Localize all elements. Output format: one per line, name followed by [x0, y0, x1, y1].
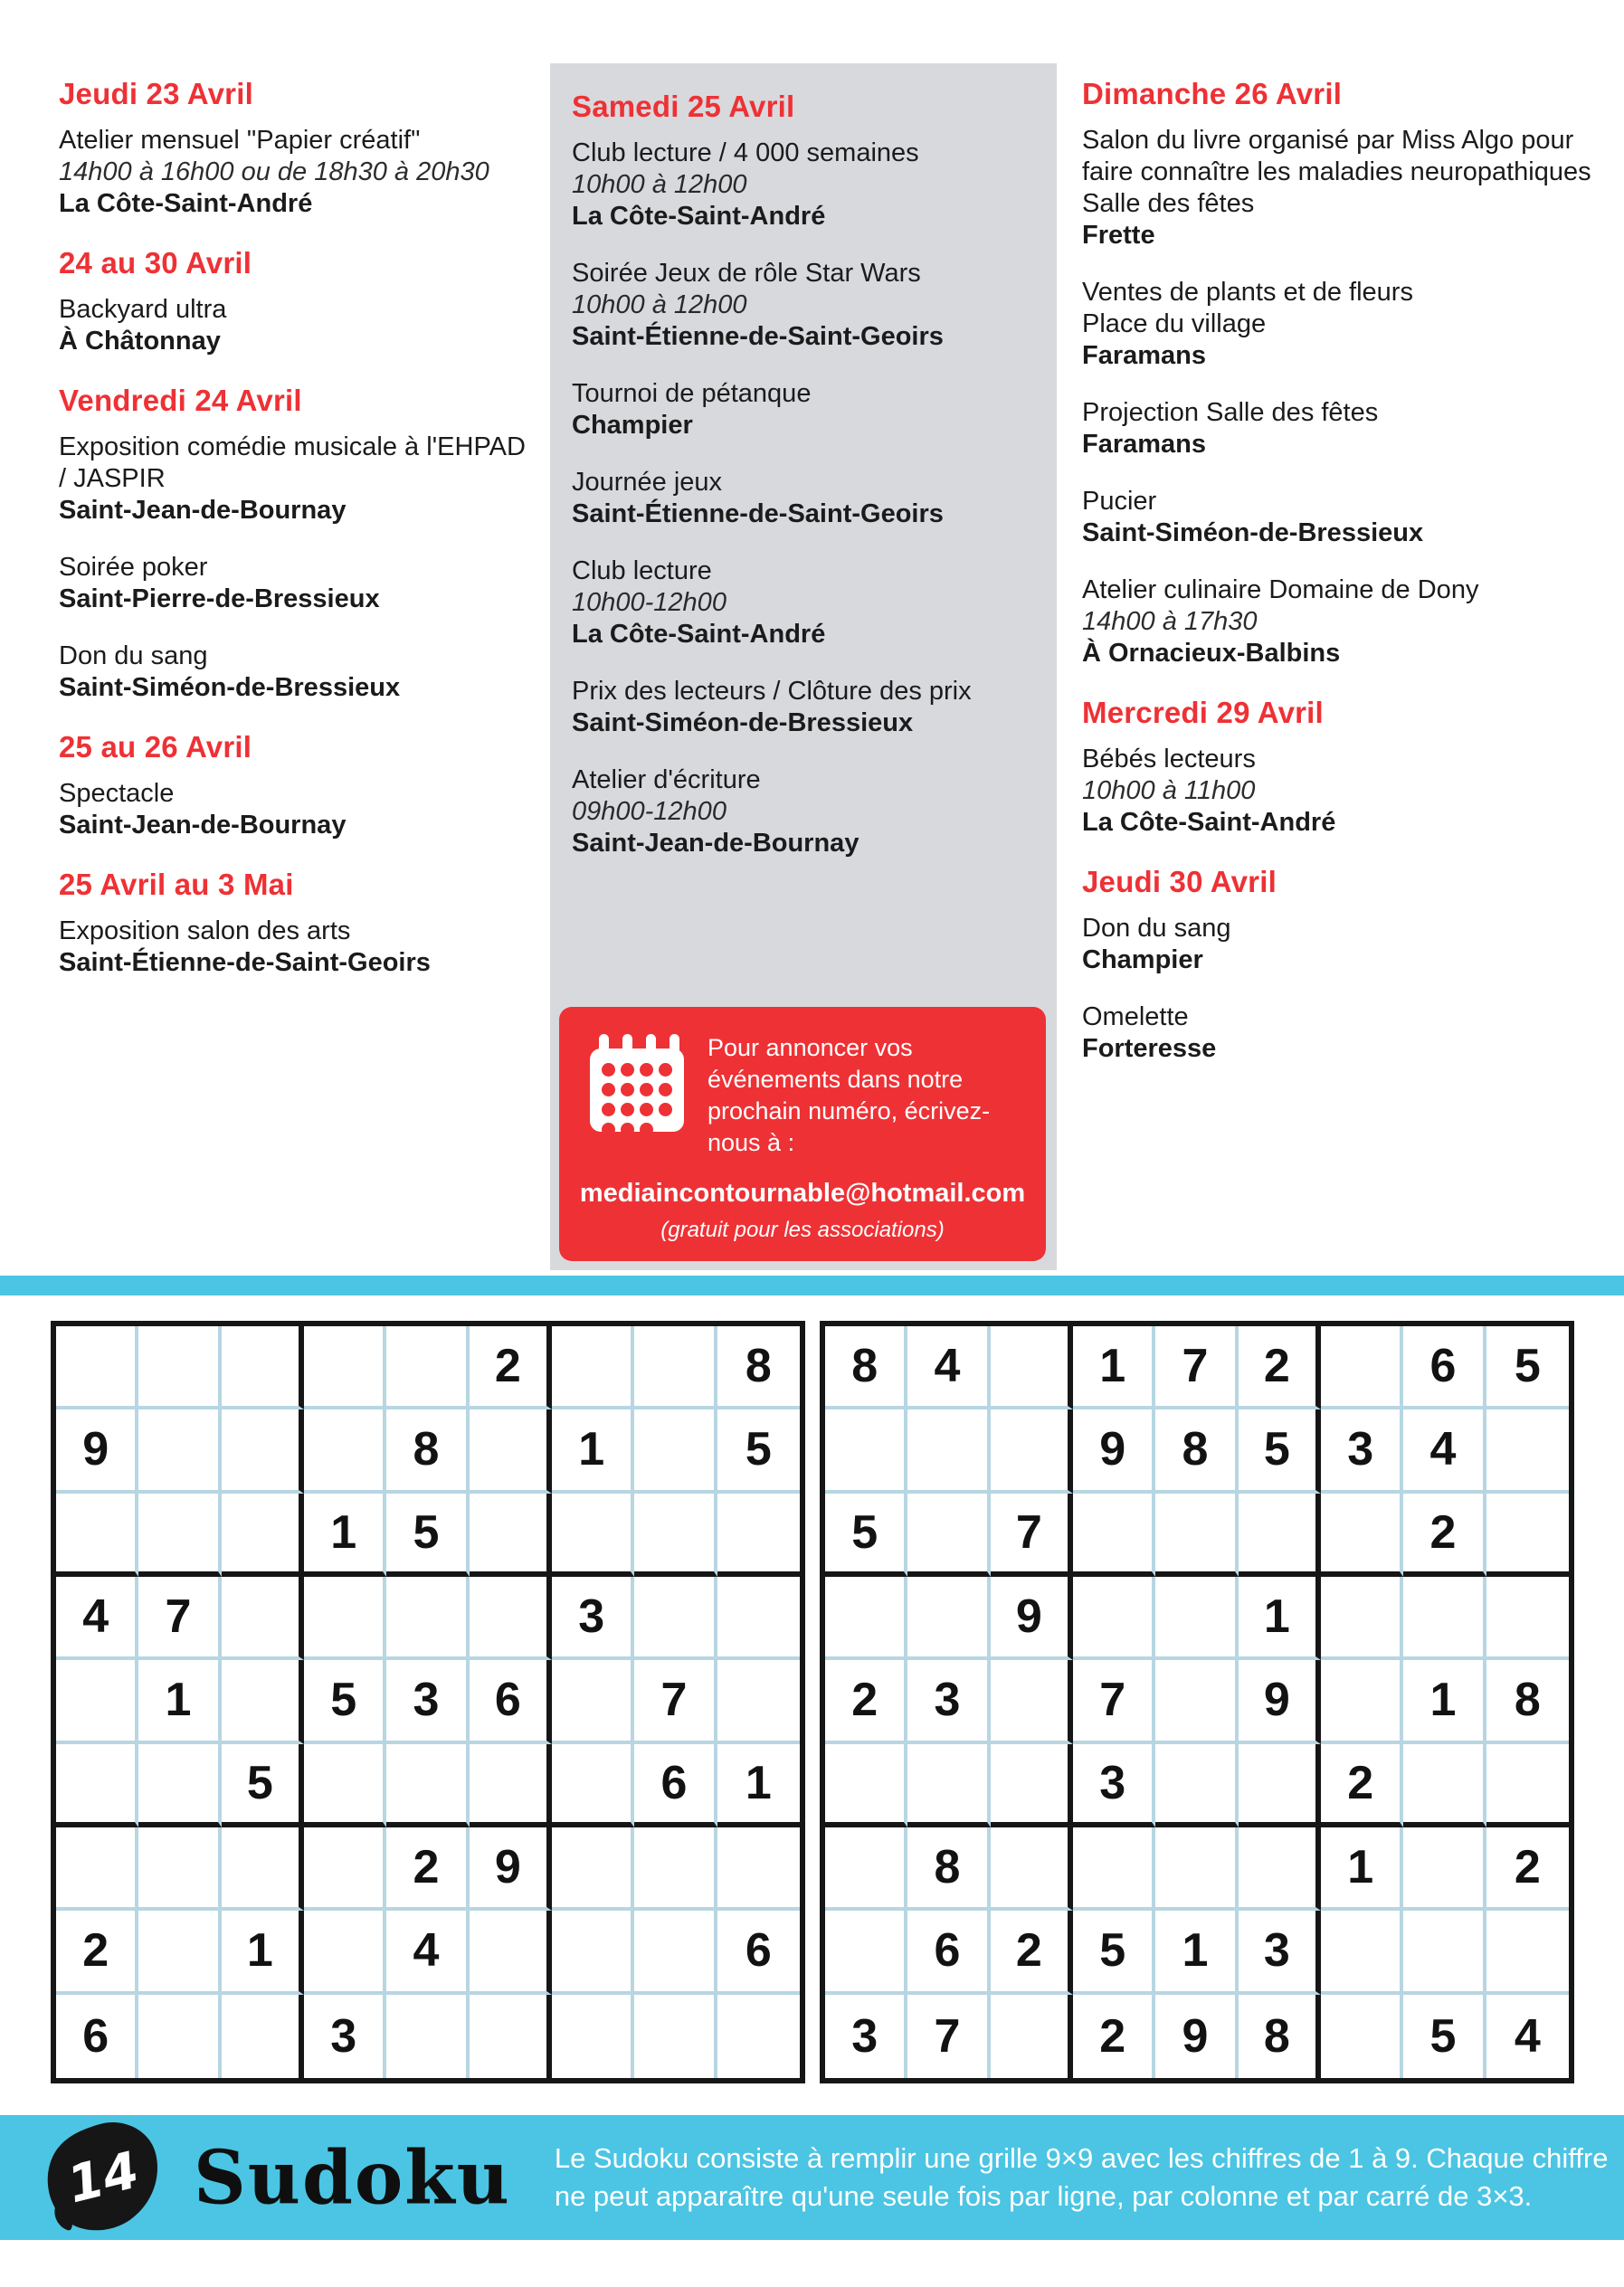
sudoku-cell [138, 1911, 221, 1994]
sudoku-cell: 8 [825, 1326, 907, 1409]
day-heading: Jeudi 30 Avril [1082, 865, 1277, 898]
sudoku-cell [717, 1660, 800, 1743]
event-title: Omelette [1082, 1002, 1189, 1031]
event-title: Spectacle [59, 779, 175, 808]
sudoku-cell [304, 1577, 386, 1660]
sudoku-cell [717, 1995, 800, 2078]
sudoku-cell [1486, 1911, 1569, 1994]
sudoku-cell [991, 1995, 1073, 2078]
sudoku-cell [634, 1995, 717, 2078]
event-title: Exposition comédie musicale à l'EHPAD / JASPIR [59, 432, 526, 493]
sudoku-cell [470, 1409, 552, 1493]
sudoku-cell: 8 [1239, 1995, 1321, 2078]
sudoku-cell [1486, 1494, 1569, 1577]
sudoku-cell [634, 1494, 717, 1577]
sudoku-cell [1321, 1577, 1403, 1660]
event-time: 10h00-12h00 [572, 588, 727, 617]
sudoku-cell [222, 1409, 304, 1493]
agenda-column-center [550, 63, 1057, 859]
sudoku-cell [552, 1744, 634, 1827]
event-location: Saint-Étienne-de-Saint-Geoirs [59, 948, 431, 977]
sudoku-cell: 5 [825, 1494, 907, 1577]
sudoku-cell: 6 [470, 1660, 552, 1743]
sudoku-cell [1321, 1660, 1403, 1743]
event [572, 676, 1035, 739]
sudoku-cell: 9 [1239, 1660, 1321, 1743]
event [59, 125, 538, 220]
sudoku-cell [1403, 1744, 1486, 1827]
event-location: Saint-Jean-de-Bournay [59, 496, 347, 525]
sudoku-cell [991, 1744, 1073, 1827]
event-title: Don du sang [59, 641, 208, 670]
sudoku-cell [634, 1577, 717, 1660]
sudoku-cell [1073, 1577, 1155, 1660]
sudoku-cell [634, 1911, 717, 1994]
sudoku-cell: 9 [56, 1409, 138, 1493]
event-location: Champier [572, 411, 693, 440]
sudoku-cell: 5 [386, 1494, 469, 1577]
sudoku-cell [138, 1744, 221, 1827]
sudoku-cell: 6 [717, 1911, 800, 1994]
promo-box [559, 1007, 1046, 1261]
event [59, 552, 538, 615]
event-title: Ventes de plants et de fleurs [1082, 278, 1413, 307]
event-location: Saint-Étienne-de-Saint-Geoirs [572, 322, 944, 351]
sudoku-cell: 1 [138, 1660, 221, 1743]
sudoku-cell [634, 1326, 717, 1409]
sudoku-cell [138, 1409, 221, 1493]
sudoku-cell [222, 1660, 304, 1743]
sudoku-cell: 5 [1403, 1995, 1486, 2078]
page-number-badge [40, 2117, 166, 2239]
sudoku-cell [717, 1494, 800, 1577]
sudoku-cell [907, 1494, 990, 1577]
sudoku-instructions: Le Sudoku consiste à remplir une grille 9×9 avec les chiffres de 1 à 9. Chaque chiffre ne peut apparaître qu'une seule fois par ligne, par colonne et par carré de 3×3. [554, 2142, 1609, 2212]
sudoku-title: Sudoku [194, 2134, 511, 2221]
event-time: 10h00 à 11h00 [1082, 776, 1256, 805]
day-heading: Mercredi 29 Avril [1082, 696, 1324, 729]
sudoku-cell [470, 1494, 552, 1577]
sudoku-cell: 5 [717, 1409, 800, 1493]
event-location: Faramans [1082, 341, 1207, 370]
event-title: Bébés lecteurs [1082, 745, 1256, 773]
sudoku-cell [552, 1494, 634, 1577]
sudoku-cell: 5 [304, 1660, 386, 1743]
event-location: Saint-Siméon-de-Bressieux [572, 708, 914, 737]
sudoku-cell: 6 [634, 1744, 717, 1827]
sudoku-cell [991, 1326, 1073, 1409]
sudoku-cell [552, 1995, 634, 2078]
promo-text: Pour annoncer vos événements dans notre prochain numéro, écrivez-nous à : [708, 1034, 991, 1156]
separator-band [0, 1276, 1624, 1295]
event-location: À Châtonnay [59, 327, 221, 356]
sudoku-cell: 8 [717, 1326, 800, 1409]
sudoku-cell [991, 1660, 1073, 1743]
event [59, 432, 538, 527]
day-heading: Dimanche 26 Avril [1082, 77, 1343, 110]
sudoku-cell [825, 1744, 907, 1827]
sudoku-cell [1321, 1326, 1403, 1409]
sudoku-cell [991, 1827, 1073, 1911]
agenda-column-center-panel [550, 63, 1057, 1270]
sudoku-cell [1321, 1494, 1403, 1577]
sudoku-cell [717, 1827, 800, 1911]
event-location: Saint-Étienne-de-Saint-Geoirs [572, 499, 944, 528]
sudoku-cell [222, 1494, 304, 1577]
event-location: Saint-Siméon-de-Bressieux [1082, 518, 1424, 547]
sudoku-cell [222, 1577, 304, 1660]
sudoku-cell: 1 [1239, 1577, 1321, 1660]
event [1082, 744, 1621, 839]
sudoku-cell [386, 1995, 469, 2078]
sudoku-cell: 5 [222, 1744, 304, 1827]
event-title: Soirée poker [59, 553, 208, 582]
sudoku-cell [1403, 1827, 1486, 1911]
event [1082, 574, 1621, 669]
event-venue: Salle des fêtes [1082, 189, 1255, 218]
sudoku-cell: 4 [386, 1911, 469, 1994]
event-title: Atelier culinaire Domaine de Dony [1082, 575, 1479, 604]
event-title: Prix des lecteurs / Clôture des prix [572, 677, 972, 706]
sudoku-cell [386, 1744, 469, 1827]
sudoku-cell [1486, 1409, 1569, 1493]
event-location: La Côte-Saint-André [572, 620, 826, 649]
sudoku-cell: 7 [1155, 1326, 1238, 1409]
sudoku-cell [1073, 1494, 1155, 1577]
sudoku-cell: 2 [825, 1660, 907, 1743]
sudoku-cell: 3 [552, 1577, 634, 1660]
sudoku-cell: 7 [1073, 1660, 1155, 1743]
sudoku-cell [1239, 1494, 1321, 1577]
sudoku-cell: 2 [991, 1911, 1073, 1994]
sudoku-cell [1155, 1577, 1238, 1660]
sudoku-cell [825, 1911, 907, 1994]
sudoku-cell [304, 1409, 386, 1493]
sudoku-cell [907, 1744, 990, 1827]
sudoku-cell: 9 [1073, 1409, 1155, 1493]
sudoku-cell: 9 [1155, 1995, 1238, 2078]
sudoku-cell: 2 [1073, 1995, 1155, 2078]
day-heading: Jeudi 23 Avril [59, 77, 253, 110]
event-location: Saint-Siméon-de-Bressieux [59, 673, 401, 702]
event [572, 467, 1035, 530]
event-title: Tournoi de pétanque [572, 379, 812, 408]
agenda-column-left [59, 63, 538, 1004]
event-title: Exposition salon des arts [59, 916, 351, 945]
sudoku-cell: 5 [1486, 1326, 1569, 1409]
sudoku-cell: 1 [717, 1744, 800, 1827]
sudoku-cell: 3 [1073, 1744, 1155, 1827]
sudoku-cell: 8 [1155, 1409, 1238, 1493]
event-time: 10h00 à 12h00 [572, 170, 747, 199]
sudoku-cell [470, 1911, 552, 1994]
sudoku-cell [470, 1577, 552, 1660]
event-title: Pucier [1082, 487, 1157, 516]
sudoku-grid-right [820, 1321, 1574, 2083]
event-title: Club lecture [572, 556, 712, 585]
event-title: Salon du livre organisé par Miss Algo pour faire connaître les maladies neuropathiques [1082, 126, 1591, 186]
sudoku-cell: 2 [1239, 1326, 1321, 1409]
sudoku-cell [138, 1494, 221, 1577]
sudoku-cell: 6 [56, 1995, 138, 2078]
sudoku-cell [1321, 1911, 1403, 1994]
sudoku-cell [907, 1577, 990, 1660]
event-location: À Ornacieux-Balbins [1082, 639, 1341, 668]
day-heading: 24 au 30 Avril [59, 246, 252, 280]
sudoku-cell [56, 1827, 138, 1911]
event-location: La Côte-Saint-André [572, 202, 826, 231]
sudoku-cell [1155, 1744, 1238, 1827]
sudoku-cell: 1 [222, 1911, 304, 1994]
sudoku-cell: 8 [907, 1827, 990, 1911]
sudoku-cell: 4 [1403, 1409, 1486, 1493]
event [59, 294, 538, 357]
event-location: Faramans [1082, 430, 1207, 459]
sudoku-cell [634, 1409, 717, 1493]
promo-email: mediaincontournable@hotmail.com [579, 1179, 1026, 1208]
sudoku-cell: 6 [1403, 1326, 1486, 1409]
event-title: Backyard ultra [59, 295, 227, 324]
sudoku-cell [222, 1827, 304, 1911]
sudoku-cell: 9 [991, 1577, 1073, 1660]
sudoku-cell: 2 [1403, 1494, 1486, 1577]
sudoku-cell [56, 1326, 138, 1409]
event [1082, 486, 1621, 549]
sudoku-cell [138, 1995, 221, 2078]
sudoku-cell: 1 [1073, 1326, 1155, 1409]
sudoku-cell [634, 1827, 717, 1911]
event-time: 10h00 à 12h00 [572, 290, 747, 319]
day-heading: Samedi 25 Avril [572, 90, 795, 123]
sudoku-cell: 3 [825, 1995, 907, 2078]
sudoku-cell [138, 1827, 221, 1911]
sudoku-cell: 3 [386, 1660, 469, 1743]
sudoku-cell [1321, 1995, 1403, 2078]
sudoku-cell: 1 [304, 1494, 386, 1577]
sudoku-cell [552, 1827, 634, 1911]
sudoku-cell: 1 [1155, 1911, 1238, 1994]
event [1082, 397, 1621, 460]
sudoku-cell: 1 [552, 1409, 634, 1493]
sudoku-cell [825, 1409, 907, 1493]
sudoku-cell [907, 1409, 990, 1493]
sudoku-cell: 7 [907, 1995, 990, 2078]
sudoku-cell [386, 1326, 469, 1409]
sudoku-cell [1073, 1827, 1155, 1911]
sudoku-cell: 4 [56, 1577, 138, 1660]
sudoku-cell [56, 1660, 138, 1743]
sudoku-cell [1155, 1494, 1238, 1577]
sudoku-cell: 1 [1403, 1660, 1486, 1743]
sudoku-cell [304, 1326, 386, 1409]
sudoku-cell [138, 1326, 221, 1409]
sudoku-cell [470, 1995, 552, 2078]
sudoku-cell [991, 1409, 1073, 1493]
sudoku-cell [304, 1744, 386, 1827]
sudoku-cell [717, 1577, 800, 1660]
event [1082, 125, 1621, 251]
event [59, 641, 538, 704]
sudoku-cell [1155, 1827, 1238, 1911]
sudoku-cell: 6 [907, 1911, 990, 1994]
sudoku-cell: 8 [1486, 1660, 1569, 1743]
sudoku-cell: 2 [470, 1326, 552, 1409]
event-title: Don du sang [1082, 914, 1231, 943]
sudoku-cell [552, 1911, 634, 1994]
event [59, 916, 538, 979]
sudoku-cell: 7 [634, 1660, 717, 1743]
event [59, 778, 538, 841]
sudoku-cell [304, 1911, 386, 1994]
event-title: Atelier d'écriture [572, 765, 761, 794]
event [572, 138, 1035, 232]
sudoku-cell: 4 [1514, 2009, 1541, 2063]
event-title: Journée jeux [572, 468, 723, 497]
sudoku-cell [1403, 1911, 1486, 1994]
agenda-column-right [1082, 63, 1621, 1090]
sudoku-cell: 7 [138, 1577, 221, 1660]
event-location: La Côte-Saint-André [1082, 808, 1336, 837]
event-title: Projection Salle des fêtes [1082, 398, 1379, 427]
sudoku-cell [1486, 1577, 1569, 1660]
promo-note: (gratuit pour les associations) [660, 1218, 945, 1242]
sudoku-cell [304, 1827, 386, 1911]
sudoku-cell [1155, 1660, 1238, 1743]
sudoku-cell [386, 1577, 469, 1660]
sudoku-cell [825, 1577, 907, 1660]
event-location: Forteresse [1082, 1034, 1217, 1063]
sudoku-cell: 7 [991, 1494, 1073, 1577]
sudoku-cell: 3 [1239, 1911, 1321, 1994]
sudoku-cell [1239, 1744, 1321, 1827]
sudoku-cell: 4 [907, 1326, 990, 1409]
event-time: 14h00 à 17h30 [1082, 607, 1258, 636]
event [1082, 1001, 1621, 1065]
day-heading: 25 Avril au 3 Mai [59, 868, 294, 901]
sudoku-cell: 3 [304, 1995, 386, 2078]
event [1082, 913, 1621, 976]
event-location: Champier [1082, 945, 1203, 974]
sudoku-cell: 3 [1321, 1409, 1403, 1493]
sudoku-cell: 9 [470, 1827, 552, 1911]
page-number: 14 [62, 2140, 145, 2215]
day-heading: Vendredi 24 Avril [59, 384, 302, 417]
sudoku-cell [470, 1744, 552, 1827]
event [1082, 277, 1621, 372]
sudoku-cell [56, 1744, 138, 1827]
sudoku-cell: 3 [907, 1660, 990, 1743]
day-heading: 25 au 26 Avril [59, 730, 252, 764]
sudoku-cell: 5 [1073, 1911, 1155, 1994]
sudoku-cell: 2 [1321, 1744, 1403, 1827]
event [572, 764, 1035, 859]
sudoku-cell [825, 1827, 907, 1911]
footer-band [0, 2115, 1624, 2240]
event [572, 378, 1035, 441]
sudoku-cell [1486, 1744, 1569, 1827]
event-location: Saint-Pierre-de-Bressieux [59, 584, 380, 613]
sudoku-cell [56, 1494, 138, 1577]
sudoku-grid-left [51, 1321, 805, 2083]
event-location: La Côte-Saint-André [59, 189, 313, 218]
event-title: Club lecture / 4 000 semaines [572, 138, 919, 167]
event-location: Saint-Jean-de-Bournay [572, 829, 859, 858]
sudoku-cell: 1 [1321, 1827, 1403, 1911]
event [572, 258, 1035, 353]
sudoku-cell [1403, 1577, 1486, 1660]
sudoku-cell [222, 1995, 304, 2078]
event-location: Saint-Jean-de-Bournay [59, 811, 347, 840]
event [572, 555, 1035, 650]
calendar-icon [590, 1034, 684, 1135]
event-title: Atelier mensuel "Papier créatif" [59, 126, 421, 155]
sudoku-cell: 2 [386, 1827, 469, 1911]
sudoku-cell [222, 1326, 304, 1409]
sudoku-cell: 8 [386, 1409, 469, 1493]
event-time: 09h00-12h00 [572, 797, 727, 826]
sudoku-cell: 5 [1239, 1409, 1321, 1493]
sudoku-cell [552, 1326, 634, 1409]
event-venue: Place du village [1082, 309, 1267, 338]
sudoku-cell: 2 [56, 1911, 138, 1994]
sudoku-cell: 2 [1486, 1827, 1569, 1911]
sudoku-cell [552, 1660, 634, 1743]
event-time: 14h00 à 16h00 ou de 18h30 à 20h30 [59, 157, 489, 186]
sudoku-cell [1239, 1827, 1321, 1911]
event-location: Frette [1082, 221, 1155, 250]
event-title: Soirée Jeux de rôle Star Wars [572, 259, 921, 288]
